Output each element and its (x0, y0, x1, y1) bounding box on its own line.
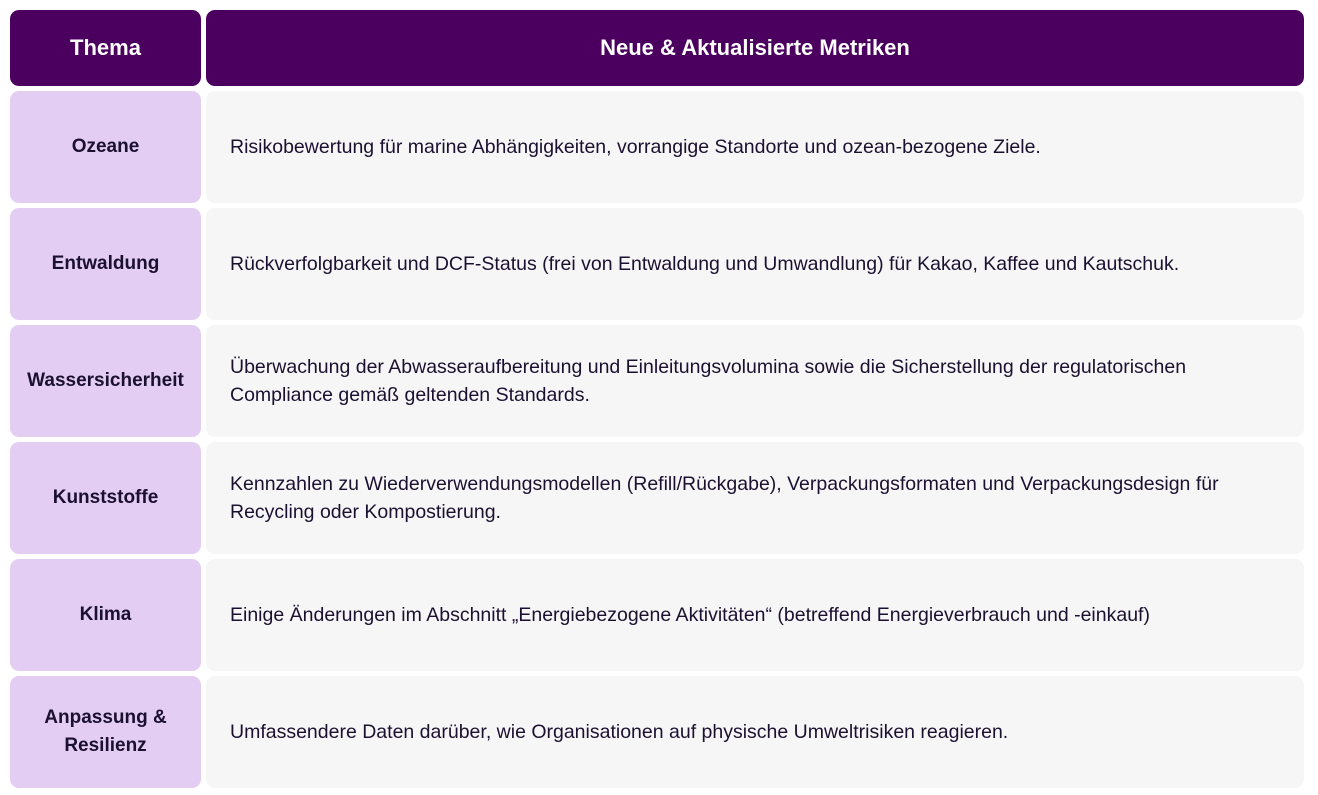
metrics-cell: Risikobewertung für marine Abhängigkeiten, vorrangige Standorte und ozean-bezogene Ziele. (206, 91, 1304, 203)
topic-cell: Ozeane (10, 91, 201, 203)
topic-cell: Kunststoffe (10, 442, 201, 554)
table-row (10, 325, 1304, 437)
header-metrics: Neue & Aktualisierte Metriken (206, 10, 1304, 86)
metrics-cell: Rückverfolgbarkeit und DCF-Status (frei von Entwaldung und Umwandlung) für Kakao, Kaffee und Kautschuk. (206, 208, 1304, 320)
header-topic: Thema (10, 10, 201, 86)
metrics-cell: Einige Änderungen im Abschnitt „Energiebezogene Aktivitäten“ (betreffend Energieverbrauch und -einkauf) (206, 559, 1304, 671)
table-header-row (10, 10, 1304, 86)
topic-cell: Wassersicherheit (10, 325, 201, 437)
metrics-cell: Umfassendere Daten darüber, wie Organisationen auf physische Umweltrisiken reagieren. (206, 676, 1304, 788)
table-row (10, 442, 1304, 554)
table-row (10, 559, 1304, 671)
metrics-cell: Kennzahlen zu Wiederverwendungsmodellen (Refill/Rückgabe), Verpackungsformaten und Verpackungsdesign für Recycling oder Kompostierung. (206, 442, 1304, 554)
topic-cell: Klima (10, 559, 201, 671)
table-row (10, 91, 1304, 203)
topic-cell: Entwaldung (10, 208, 201, 320)
metrics-cell: Überwachung der Abwasseraufbereitung und Einleitungsvolumina sowie die Sicherstellung der regulatorischen Compliance gemäß geltenden Standards. (206, 325, 1304, 437)
table-row (10, 208, 1304, 320)
topic-cell: Anpassung & Resilienz (10, 676, 201, 788)
table-row (10, 676, 1304, 788)
metrics-table (10, 10, 1304, 793)
